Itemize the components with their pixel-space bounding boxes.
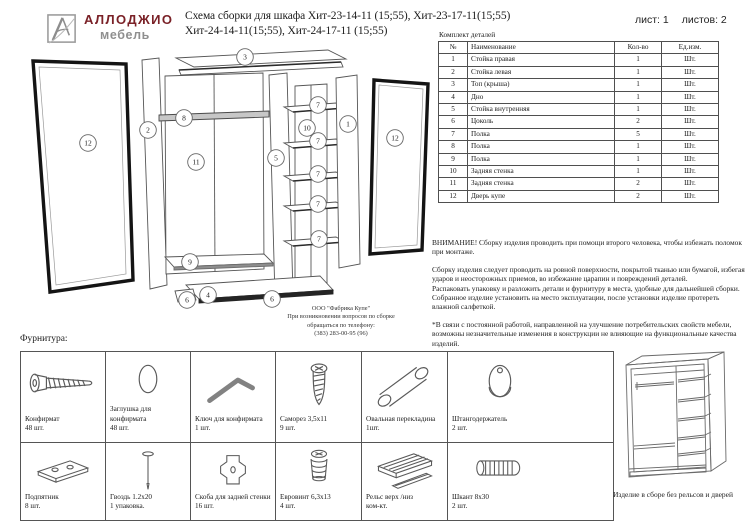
note-paragraph: Распаковать упаковку и разложить детали и фурнитуру в места, удобные для дальнейшей сборки. (432, 283, 740, 293)
hardware-item-qty: 9 шт. (280, 423, 296, 432)
parts-table-row (439, 190, 719, 202)
title-line-2: Хит-24-14-11(15;55), Хит-24-17-11 (15;55) (185, 24, 388, 37)
parts-table-row (439, 54, 719, 66)
column-header: Наименование (468, 42, 615, 54)
part-left-side (142, 58, 167, 289)
cap-icon (106, 352, 190, 405)
svg-text:4: 4 (206, 290, 210, 300)
parts-table-cell: 1 (615, 141, 662, 153)
hardware-item-9 (191, 443, 276, 521)
title-line-1: Схема сборки для шкафа Хит-23-14-11 (15;55), Хит-23-17-11(15;55) (185, 10, 511, 22)
parts-table-cell: 9 (439, 153, 468, 165)
parts-table-cell: Шт. (662, 66, 719, 78)
parts-table-cell: Дверь купе (468, 190, 615, 202)
parts-table-row (439, 178, 719, 190)
diagram-callout-4 (200, 287, 217, 304)
parts-table-cell: Полка (468, 128, 615, 140)
hex-key-icon (191, 352, 275, 415)
parts-table-row (439, 66, 719, 78)
assembled-view-caption: Изделие в сборе без рельсов и дверей (612, 490, 734, 499)
rail-icon (362, 443, 447, 493)
parts-table (438, 41, 719, 203)
parts-table-cell: 2 (615, 190, 662, 202)
parts-table-cell: Шт. (662, 153, 719, 165)
hardware-item-11 (362, 443, 448, 521)
parts-table-row (439, 153, 719, 165)
parts-table-cell: 4 (439, 91, 468, 103)
hardware-item-qty: 4 шт. (280, 501, 296, 510)
hardware-item-name: Рельс верх /низ (366, 492, 413, 501)
parts-table-cell: 1 (439, 54, 468, 66)
parts-table-row (439, 128, 719, 140)
hardware-item-qty: 1 упаковка. (110, 501, 145, 510)
hardware-item-name: Саморез 3,5х11 (280, 414, 328, 423)
svg-text:11: 11 (192, 157, 200, 167)
hardware-item-12 (448, 443, 614, 521)
parts-list (438, 30, 719, 203)
manufacturer-line: (383) 283-00-95 (96) (314, 329, 368, 337)
hardware-item-qty: 16 шт. (195, 501, 214, 510)
manufacturer-line: ООО "Фабрика Купе" (311, 305, 371, 312)
svg-text:12: 12 (84, 138, 92, 148)
parts-table-cell: 7 (439, 128, 468, 140)
dowel-icon (448, 443, 548, 493)
part-bottom-panel (175, 276, 333, 303)
assembled-wardrobe-drawing (614, 343, 748, 489)
diagram-callout-7 (310, 196, 327, 213)
parts-table-cell: 1 (615, 66, 662, 78)
part-back-panel-large (165, 73, 264, 274)
hardware-item-name: Штангодержатель (452, 414, 508, 423)
hardware-item-name: Скоба для задней стенки (195, 492, 271, 501)
hardware-item-10 (276, 443, 362, 521)
parts-table-cell: Задняя стенка (468, 165, 615, 177)
hardware-item-qty: 2 шт. (452, 501, 468, 510)
note-paragraph: Сборку изделия следует проводить на ровной поверхности, покрытой тканью или бумагой, избегая ударов и неосторожных приемов, во избежание царапин и повреждений деталей. (432, 264, 745, 284)
column-header: Кол-во (615, 42, 662, 54)
hardware-item-qty: 48 шт. (25, 423, 44, 432)
hardware-item-name: Конфирмат (25, 414, 60, 423)
parts-table-cell: Шт. (662, 79, 719, 91)
parts-table-cell: 10 (439, 165, 468, 177)
hardware-item-qty: 1 шт. (195, 423, 211, 432)
manufacturer-line: При возникновении вопросов по сборке (287, 313, 395, 321)
parts-table-cell: 2 (615, 116, 662, 128)
svg-text:3: 3 (243, 52, 247, 62)
svg-text:7: 7 (316, 169, 320, 179)
parts-table-cell: Шт. (662, 54, 719, 66)
part-right-side (336, 75, 360, 268)
parts-table-cell: Шт. (662, 103, 719, 115)
diagram-callout-7 (310, 166, 327, 183)
parts-table-cell: 2 (615, 178, 662, 190)
sheets-total: листов: 2 (681, 14, 727, 26)
diagram-callout-2 (140, 122, 157, 139)
parts-table-cell: 5 (615, 128, 662, 140)
nail-icon (106, 443, 190, 493)
part-left-door (33, 61, 133, 292)
hardware-item-name: Заглушка для конфирмата (110, 405, 152, 423)
hardware-item-name: Овальная перекладина (366, 414, 436, 423)
parts-table-cell: 1 (615, 103, 662, 115)
hardware-item-name: Подпятник (25, 492, 59, 501)
parts-table-cell: Шт. (662, 178, 719, 190)
parts-table-row (439, 79, 719, 91)
parts-table-row (439, 165, 719, 177)
svg-text:9: 9 (188, 257, 192, 267)
diagram-callout-12 (80, 135, 97, 152)
diagram-callout-3 (237, 49, 254, 66)
parts-table-head (439, 42, 719, 54)
note-paragraph: *В связи с постоянной работой, направленной на улучшение потребительских свойств мебели, возможны незначительные изменения в конструкции не влияющие на функциональные качества изделий. (432, 319, 737, 348)
parts-table-cell: 12 (439, 190, 468, 202)
parts-table-cell: Шт. (662, 165, 719, 177)
parts-table-cell: Цоколь (468, 116, 615, 128)
parts-table-cell: Дно (468, 91, 615, 103)
note-paragraph: ВНИМАНИЕ! Сборку изделия проводить при помощи второго человека, чтобы избежать поломок при монтаже. (432, 238, 742, 257)
diagram-callout-7 (310, 133, 327, 150)
parts-table-cell: 1 (615, 54, 662, 66)
hardware-item-6 (448, 352, 614, 443)
svg-text:7: 7 (316, 199, 320, 209)
parts-table-row (439, 116, 719, 128)
svg-text:1: 1 (346, 119, 350, 129)
note-paragraph: Собранное изделие установить на место эксплуатации, после установки изделие протереть влажной салфеткой. (432, 292, 720, 312)
brand-name: АЛЛОДЖИО (84, 12, 174, 27)
diagram-callout-7 (310, 97, 327, 114)
parts-table-cell: Полка (468, 153, 615, 165)
hardware-item-name: Шкант 8х30 (452, 492, 489, 501)
hardware-item-8 (106, 443, 191, 521)
self-tapping-screw-icon (276, 352, 361, 415)
company-logo (46, 13, 173, 46)
diagram-callout-8 (176, 110, 193, 127)
hardware-item-4 (276, 352, 362, 443)
svg-text:6: 6 (185, 295, 189, 305)
parts-table-row (439, 103, 719, 115)
diagram-callout-9 (182, 254, 199, 271)
hardware-item-qty: ком-кт. (366, 501, 388, 510)
parts-table-cell: Задняя стенка (468, 178, 615, 190)
hardware-item-name: Гвоздь 1.2х20 (110, 492, 153, 501)
sheet-number: лист: 1 (635, 14, 669, 26)
brand-subtitle: мебель (100, 27, 150, 42)
hardware-item-qty: 8 шт. (25, 501, 41, 510)
diagram-callout-6 (179, 292, 196, 309)
parts-table-cell: Топ (крыша) (468, 79, 615, 91)
column-header: Ед.изм. (662, 42, 719, 54)
parts-table-row (439, 91, 719, 103)
svg-text:12: 12 (391, 133, 399, 143)
hardware-item-qty: 1шт. (366, 423, 380, 432)
svg-text:10: 10 (303, 123, 311, 133)
parts-table-cell: 3 (439, 79, 468, 91)
diagram-callout-7 (311, 231, 328, 248)
euro-screw-icon (276, 443, 361, 493)
parts-table-cell: Шт. (662, 128, 719, 140)
hardware-item-2 (106, 352, 191, 443)
parts-table-cell: Стойка внутренняя (468, 103, 615, 115)
parts-table-cell: Полка (468, 141, 615, 153)
manufacturer-info (264, 305, 418, 338)
rod-holder-icon (448, 352, 548, 415)
column-header: № (439, 42, 468, 54)
parts-list-caption: Комплект деталей (439, 30, 496, 39)
parts-table-cell: 1 (615, 153, 662, 165)
diagram-callout-5 (268, 150, 285, 167)
parts-table-cell: 2 (439, 66, 468, 78)
back-wall-bracket-icon (191, 443, 275, 493)
assembly-notes (432, 238, 746, 348)
part-right-door (370, 80, 428, 254)
confirmat-icon (21, 352, 105, 415)
parts-table-cell: 11 (439, 178, 468, 190)
logo-a-icon (46, 13, 79, 46)
manufacturer-line: обращаться по телефону: (307, 321, 375, 329)
parts-table-cell: Шт. (662, 116, 719, 128)
hardware-item-7 (21, 443, 106, 521)
foot-pad-icon (21, 443, 105, 493)
svg-text:5: 5 (274, 153, 278, 163)
hardware-item-1 (21, 352, 106, 443)
sheet-info (635, 14, 727, 26)
parts-table-row (439, 141, 719, 153)
svg-text:7: 7 (316, 136, 320, 146)
parts-table-cell: Шт. (662, 141, 719, 153)
parts-table-cell: Шт. (662, 190, 719, 202)
hardware-item-5 (362, 352, 448, 443)
svg-text:7: 7 (317, 234, 321, 244)
hardware-item-name: Ключ для конфирмата (195, 414, 263, 423)
parts-table-cell: Шт. (662, 91, 719, 103)
parts-table-cell: 1 (615, 165, 662, 177)
hardware-item-3 (191, 352, 276, 443)
svg-text:2: 2 (146, 125, 150, 135)
diagram-callout-11 (188, 154, 205, 171)
svg-text:8: 8 (182, 113, 186, 123)
part-top-panel (176, 50, 346, 75)
parts-table-cell: Стойка правая (468, 54, 615, 66)
parts-table-body (439, 54, 719, 203)
hardware-grid (20, 351, 614, 521)
diagram-callout-12 (387, 130, 404, 147)
hardware-item-qty: 2 шт. (452, 423, 468, 432)
hardware-item-name: Евровинт 6,3х13 (280, 492, 331, 501)
oval-rod-icon (362, 352, 447, 415)
assembly-diagram (18, 48, 438, 316)
parts-table-header-row (439, 42, 719, 54)
parts-table-cell: Стойка левая (468, 66, 615, 78)
hardware-item-qty: 48 шт. (110, 423, 129, 432)
hardware-section-label: Фурнитура: (20, 334, 68, 344)
svg-text:6: 6 (270, 294, 274, 304)
parts-table-cell: 1 (615, 79, 662, 91)
diagram-callout-10 (299, 120, 316, 137)
parts-table-cell: 5 (439, 103, 468, 115)
parts-table-cell: 1 (615, 91, 662, 103)
part-back-panel-narrow (295, 84, 327, 289)
parts-table-cell: 6 (439, 116, 468, 128)
svg-text:7: 7 (316, 100, 320, 110)
diagram-callout-1 (340, 116, 357, 133)
parts-table-cell: 8 (439, 141, 468, 153)
